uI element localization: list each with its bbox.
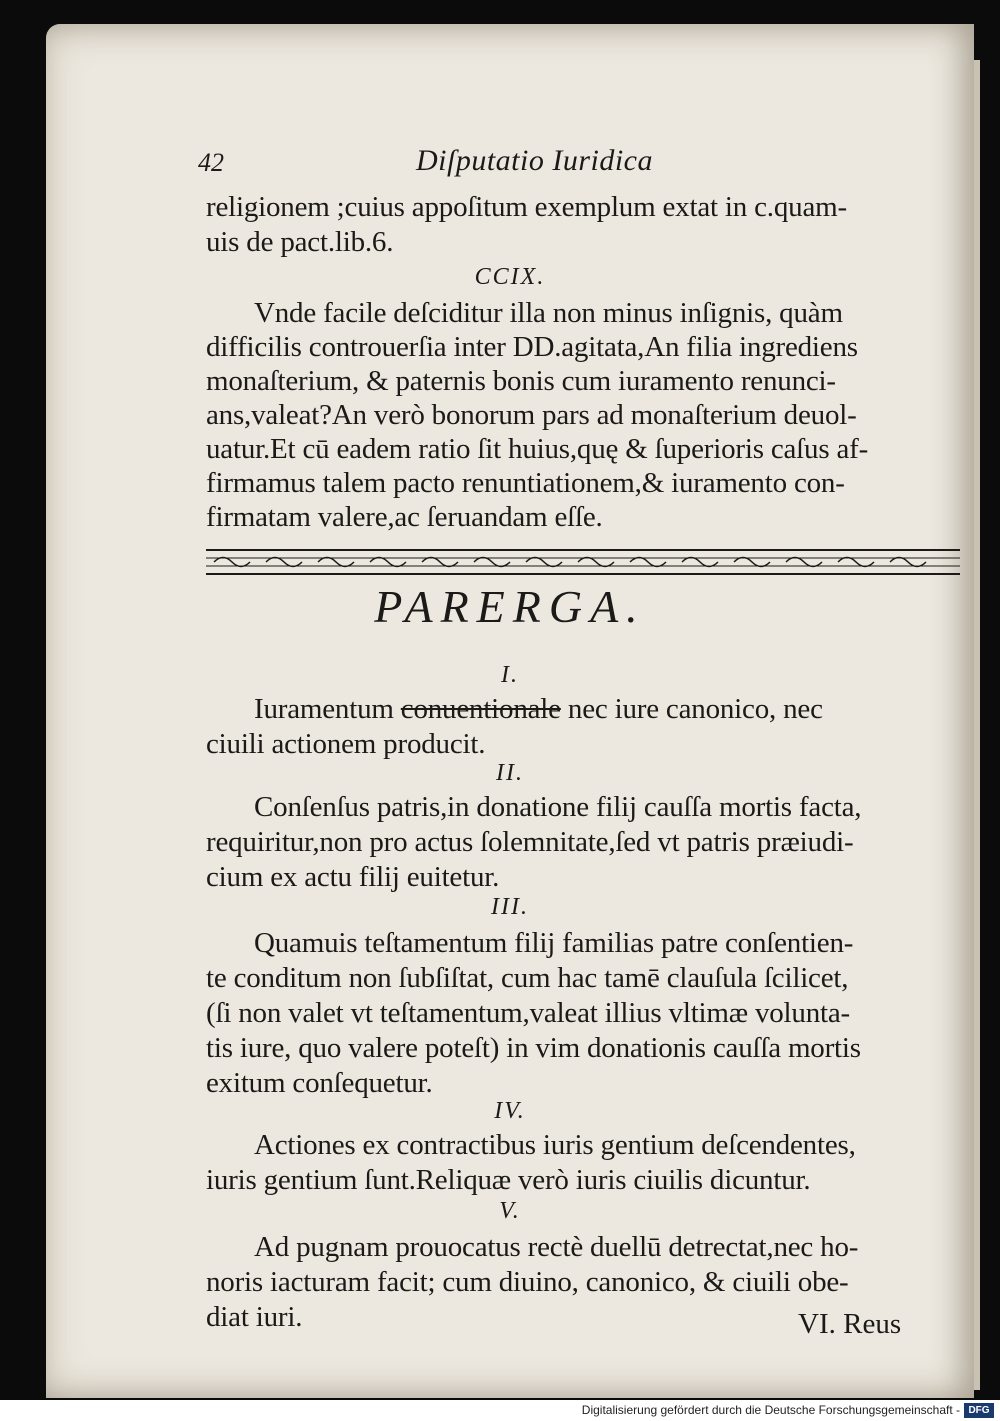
text-line: uis de pact.lib.6.: [206, 226, 394, 258]
section-number: CCIX.: [474, 264, 546, 290]
page-number: 42: [198, 148, 224, 177]
text-line: Conſenſus patris,in donatione filij cauſſa mortis facta,: [254, 791, 862, 823]
struck-through-word: conuentionale: [400, 693, 561, 725]
text-line: exitum conſequetur.: [206, 1067, 433, 1099]
footer-credit: Digitalisierung gefördert durch die Deutsche Forschungsgemeinschaft -: [581, 1403, 960, 1417]
text-line: te conditum non ſubſiſtat, cum hac tamē clauſula ſcilicet,: [206, 962, 849, 994]
text-line: Vnde facile deſciditur illa non minus inſignis, quàm: [254, 297, 843, 329]
section-number: I.: [501, 662, 519, 688]
text-line: firmatam valere,ac ſeruandam eſſe.: [206, 501, 603, 533]
digitization-footer: [0, 1400, 1000, 1421]
dfg-logo: DFG: [964, 1403, 994, 1418]
text-line: noris iacturam facit; cum diuino, canonico, & ciuili obe-: [206, 1266, 849, 1298]
text-line: Ad pugnam prouocatus rectè duellū detrectat,nec ho-: [254, 1231, 859, 1263]
text-line: ciuili actionem producit.: [206, 728, 486, 760]
catchword: VI. Reus: [798, 1308, 902, 1340]
running-title: Diſputatio Iuridica: [416, 144, 653, 177]
text-line: [254, 692, 966, 726]
page-edge: [974, 60, 980, 1390]
ornamental-divider: [206, 548, 960, 576]
section-number: II.: [496, 760, 524, 786]
text-line: monaſterium, & paternis bonis cum iuramento renunci-: [206, 365, 836, 397]
text-line: Actiones ex contractibus iuris gentium deſcendentes,: [254, 1129, 856, 1161]
parerga-heading: PARERGA.: [374, 581, 646, 632]
text-line: tis iure, quo valere poteſt) in vim donationis cauſſa mortis: [206, 1032, 861, 1064]
text-line: uatur.Et cū eadem ratio ſit huius,quę & ſuperioris caſus af-: [206, 433, 869, 465]
text-line: cium ex actu filij euitetur.: [206, 861, 500, 893]
text-line: ans,valeat?An verò bonorum pars ad monaſterium deuol-: [206, 399, 857, 431]
text-line: iuris gentium ſunt.Reliquæ verò iuris ciuilis dicuntur.: [206, 1164, 811, 1196]
text-line: difficilis controuerſia inter DD.agitata,An filia ingrediens: [206, 331, 858, 363]
section-number: IV.: [494, 1098, 526, 1124]
section-number: V.: [499, 1198, 521, 1224]
running-head: [46, 144, 974, 184]
text-line: religionem ;cuius appoſitum exemplum extat in c.quam-: [206, 191, 847, 223]
book-page: [46, 24, 974, 1398]
text-fragment: nec iure canonico, nec: [560, 693, 823, 725]
text-fragment: Iuramentum: [254, 693, 401, 725]
section-number: III.: [491, 894, 529, 920]
text-line: (ſi non valet vt teſtamentum,valeat illius vltimæ volunta-: [206, 997, 851, 1029]
text-line: Quamuis teſtamentum filij familias patre conſentien-: [254, 927, 854, 959]
text-line: firmamus talem pacto renuntiationem,& iuramento con-: [206, 467, 845, 499]
text-line: diat iuri.: [206, 1301, 303, 1333]
text-line: requiritur,non pro actus ſolemnitate,ſed vt patris præiudi-: [206, 826, 854, 858]
page-content: [46, 24, 974, 1398]
